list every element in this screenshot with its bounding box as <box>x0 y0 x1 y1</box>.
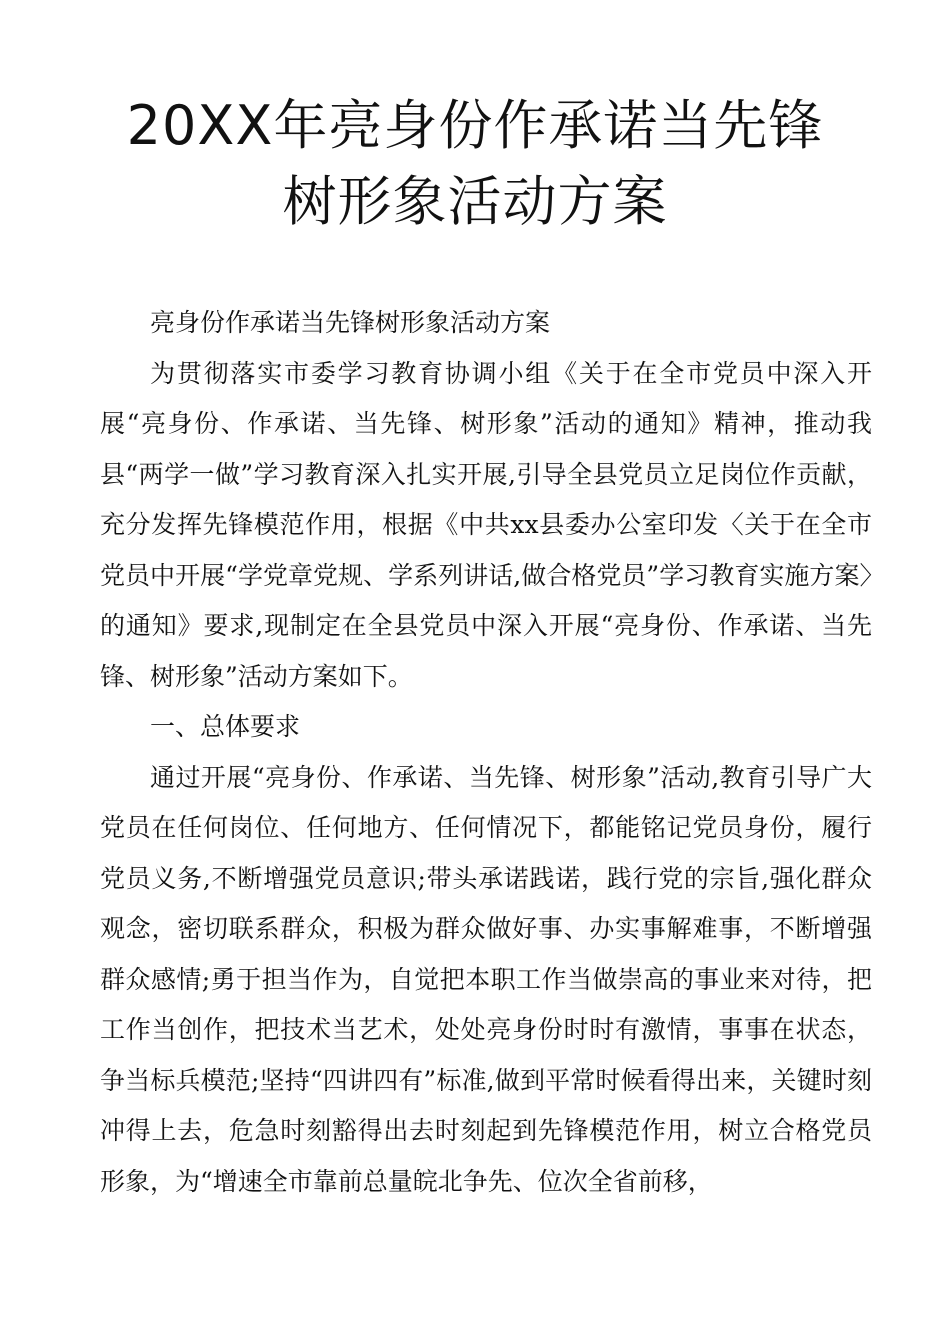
document-title-line-1: 20XX年亮身份作承诺当先锋 <box>126 94 824 157</box>
paragraph-overall-requirements: 通过开展“亮身份、作承诺、当先锋、树形象”活动,教育引导广大党员在任何岗位、任何地方、任何情况下，都能铭记党员身份，履行党员义务,不断增强党员意识;带头承诺践诺，践行党的宗旨,强化群众观念，密切联系群众，积极为群众做好事、办实事解难事，不断增强群众感情;勇于担当作为，自觉把本职工作当做崇高的事业来对待，把工作当创作，把技术当艺术，处处亮身份时时有激情，事事在状态，争当标兵模范;坚持“四讲四有”标准,做到平常时候看得出来，关键时刻冲得上去，危急时刻豁得出去时刻起到先锋模范作用，树立合格党员形象，为“增速全市靠前总量皖北争先、位次全省前移， <box>100 762 872 1196</box>
document-body <box>100 298 872 1207</box>
document-title-line-2: 树形象活动方案 <box>282 170 668 233</box>
section-heading: 一、总体要求 <box>150 712 301 741</box>
paragraph-subtitle: 亮身份作承诺当先锋树形象活动方案 <box>150 308 551 337</box>
paragraph-intro: 为贯彻落实市委学习教育协调小组《关于在全市党员中深入开展“亮身份、作承诺、当先锋、树形象”活动的通知》精神，推动我县“两学一做”学习教育深入扎实开展,引导全县党员立足岗位作贡献，充分发挥先锋模范作用，根据《中共xx县委办公室印发〈关于在全市党员中开展“学党章党规、学系列讲话,做合格党员”学习教育实施方案〉的通知》要求,现制定在全县党员中深入开展“亮身份、作承诺、当先锋、树形象”活动方案如下。 <box>100 358 872 691</box>
